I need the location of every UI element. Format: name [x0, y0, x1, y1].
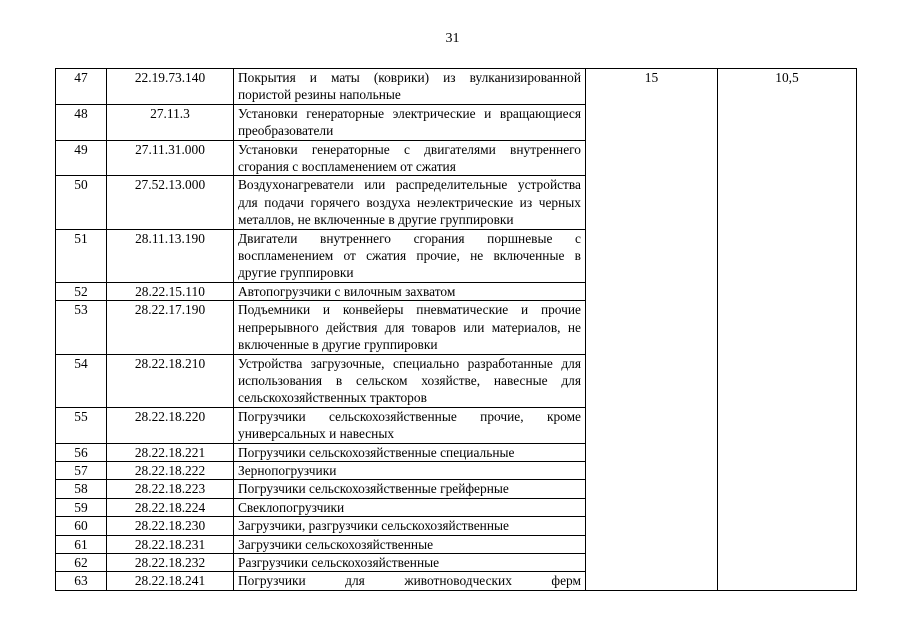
item-description: Двигатели внутреннего сгорания поршневые с воспламенением от сжатия прочие, не включенные в другие группировки — [234, 229, 586, 282]
row-number: 47 — [56, 69, 107, 105]
group-value-2: 10,5 — [718, 69, 857, 591]
item-description: Погрузчики сельскохозяйственные грейферные — [234, 480, 586, 498]
item-description: Установки генераторные электрические и вращающиеся преобразователи — [234, 104, 586, 140]
item-description: Загрузчики сельскохозяйственные — [234, 535, 586, 553]
okpd-code: 27.11.31.000 — [107, 140, 234, 176]
item-description: Подъемники и конвейеры пневматические и прочие непрерывного действия для товаров или материалов, не включенные в другие группировки — [234, 301, 586, 354]
row-number: 52 — [56, 282, 107, 300]
table-row — [56, 69, 857, 105]
item-description: Воздухонагреватели или распределительные устройства для подачи горячего воздуха неэлектрические из черных металлов, не включенные в другие группировки — [234, 176, 586, 229]
page-number: 31 — [445, 31, 460, 46]
row-number: 50 — [56, 176, 107, 229]
item-description: Погрузчики сельскохозяйственные прочие, кроме универсальных и навесных — [234, 407, 586, 443]
item-description: Автопогрузчики с вилочным захватом — [234, 282, 586, 300]
okpd-code: 27.11.3 — [107, 104, 234, 140]
row-number: 49 — [56, 140, 107, 176]
okpd-code: 28.22.18.224 — [107, 498, 234, 516]
okpd-code: 22.19.73.140 — [107, 69, 234, 105]
row-number: 61 — [56, 535, 107, 553]
item-description: Свеклопогрузчики — [234, 498, 586, 516]
item-description: Загрузчики, разгрузчики сельскохозяйственные — [234, 517, 586, 535]
row-number: 51 — [56, 229, 107, 282]
row-number: 54 — [56, 354, 107, 407]
okpd-code: 28.22.18.232 — [107, 553, 234, 571]
okpd-code: 28.22.18.231 — [107, 535, 234, 553]
row-number: 55 — [56, 407, 107, 443]
okpd-code: 28.22.18.220 — [107, 407, 234, 443]
okpd-code: 28.22.18.210 — [107, 354, 234, 407]
item-description: Зернопогрузчики — [234, 461, 586, 479]
okpd-code: 28.22.15.110 — [107, 282, 234, 300]
row-number: 58 — [56, 480, 107, 498]
classification-table — [55, 68, 857, 591]
row-number: 56 — [56, 443, 107, 461]
group-value-1: 15 — [586, 69, 718, 591]
item-description: Погрузчики сельскохозяйственные специальные — [234, 443, 586, 461]
okpd-code: 28.22.17.190 — [107, 301, 234, 354]
item-description: Разгрузчики сельскохозяйственные — [234, 553, 586, 571]
item-description: Погрузчики для животноводческих ферм — [234, 572, 586, 590]
row-number: 60 — [56, 517, 107, 535]
row-number: 62 — [56, 553, 107, 571]
okpd-code: 27.52.13.000 — [107, 176, 234, 229]
row-number: 63 — [56, 572, 107, 590]
okpd-code: 28.22.18.221 — [107, 443, 234, 461]
okpd-code: 28.22.18.222 — [107, 461, 234, 479]
okpd-code: 28.22.18.241 — [107, 572, 234, 590]
okpd-code: 28.22.18.223 — [107, 480, 234, 498]
okpd-code: 28.22.18.230 — [107, 517, 234, 535]
row-number: 48 — [56, 104, 107, 140]
row-number: 59 — [56, 498, 107, 516]
item-description: Устройства загрузочные, специально разработанные для использования в сельском хозяйстве, навесные для сельскохозяйственных тракторов — [234, 354, 586, 407]
row-number: 57 — [56, 461, 107, 479]
okpd-code: 28.11.13.190 — [107, 229, 234, 282]
item-description: Покрытия и маты (коврики) из вулканизированной пористой резины напольные — [234, 69, 586, 105]
row-number: 53 — [56, 301, 107, 354]
item-description: Установки генераторные с двигателями внутреннего сгорания с воспламенением от сжатия — [234, 140, 586, 176]
